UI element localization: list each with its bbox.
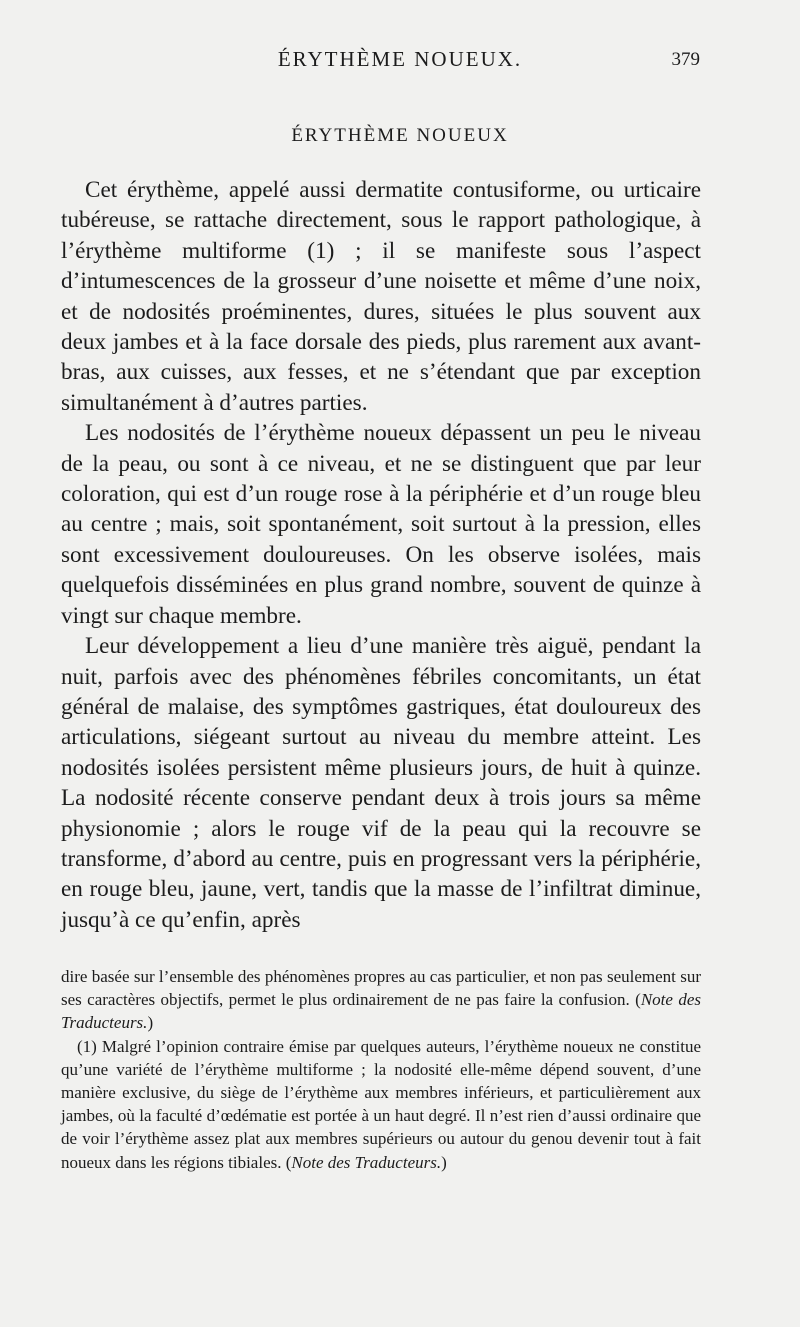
paragraph-1-text-a: Cet érythème, appelé aussi dermatite contusiforme, ou urticaire tubéreuse, se rattache directement, sous le rapport pathologique, à l’érythème multiforme: [61, 177, 701, 264]
footnote-reference-1: (1): [307, 237, 335, 264]
page-number: 379: [671, 49, 700, 70]
paragraph-1: [61, 175, 701, 418]
section-title: ÉRYTHÈME NOUEUX: [291, 125, 509, 146]
footnote-continued: [61, 965, 701, 1035]
paragraph-3: Leur développement a lieu d’une manière très aiguë, pendant la nuit, parfois avec des phénomènes fébriles concomitants, un état général de malaise, des symptômes gastriques, état douloureux des articulations, siégeant surtout au niveau du membre atteint. Les nodosités isolées persistent même plusieurs jours, de huit à quinze. La nodosité récente conserve pendant deux à trois jours sa même physionomie ; alors le rouge vif de la peau qui la recouvre se transforme, d’abord au centre, puis en progressant vers la périphérie, en rouge bleu, jaune, vert, tandis que la masse de l’infiltrat diminue, jusqu’à ce qu’enfin, après: [61, 633, 701, 933]
paragraph-1-text-b: ; il se manifeste sous l’aspect d’intumescences de la grosseur d’une noisette et même d’une noix, et de nodosités proéminentes, dures, situées le plus souvent aux deux jambes et à la face dorsale des pieds, plus rarement aux avant-bras, aux cuisses, aux fesses, et ne s’étendant que par exception simultanément à d’autres parties.: [61, 237, 701, 416]
paragraph-2: Les nodosités de l’érythème noueux dépassent un peu le niveau de la peau, ou sont à ce niveau, et ne se distinguent que par leur coloration, qui est d’un rouge rose à la périphérie et d’un rouge bleu au centre ; mais, soit spontanément, soit surtout à la pression, elles sont excessivement douloureuses. On les observe isolées, mais quelquefois disséminées en plus grand nombre, souvent de quinze à vingt sur chaque membre.: [61, 420, 701, 629]
footnotes: [61, 965, 701, 1174]
running-title: ÉRYTHÈME NOUEUX.: [277, 47, 523, 71]
footnote-1-close: ): [441, 1152, 447, 1172]
footnote-continued-attribution: Note des Traducteurs.: [61, 990, 701, 1033]
footnote-1: [61, 1035, 701, 1174]
footnote-continued-text: dire basée sur l’ensemble des phénomènes propres au cas particulier, et non pas seulement sur ses caractères objectifs, permet le plus ordinairement de ne pas faire la confusion. (: [61, 967, 701, 1010]
footnote-1-text: (1) Malgré l’opinion contraire émise par quelques auteurs, l’érythème noueux ne constitue qu’une variété de l’érythème multiforme ; la nodosité elle-même dépend souvent, d’une manière exclusive, du siège de l’érythème aux membres inférieurs, et particulièrement aux jambes, où la faculté d’œdématie est portée à un haut degré. Il n’est rien d’aussi ordinaire que de voir l’érythème assez plat aux membres supérieurs ou autour du genou devenir tout à fait noueux dans les régions tibiales. (: [61, 1036, 701, 1172]
footnote-1-attribution: Note des Traducteurs.: [291, 1152, 442, 1172]
footnote-continued-close: ): [147, 1013, 154, 1033]
main-text: [61, 175, 701, 935]
running-head: [0, 47, 800, 75]
